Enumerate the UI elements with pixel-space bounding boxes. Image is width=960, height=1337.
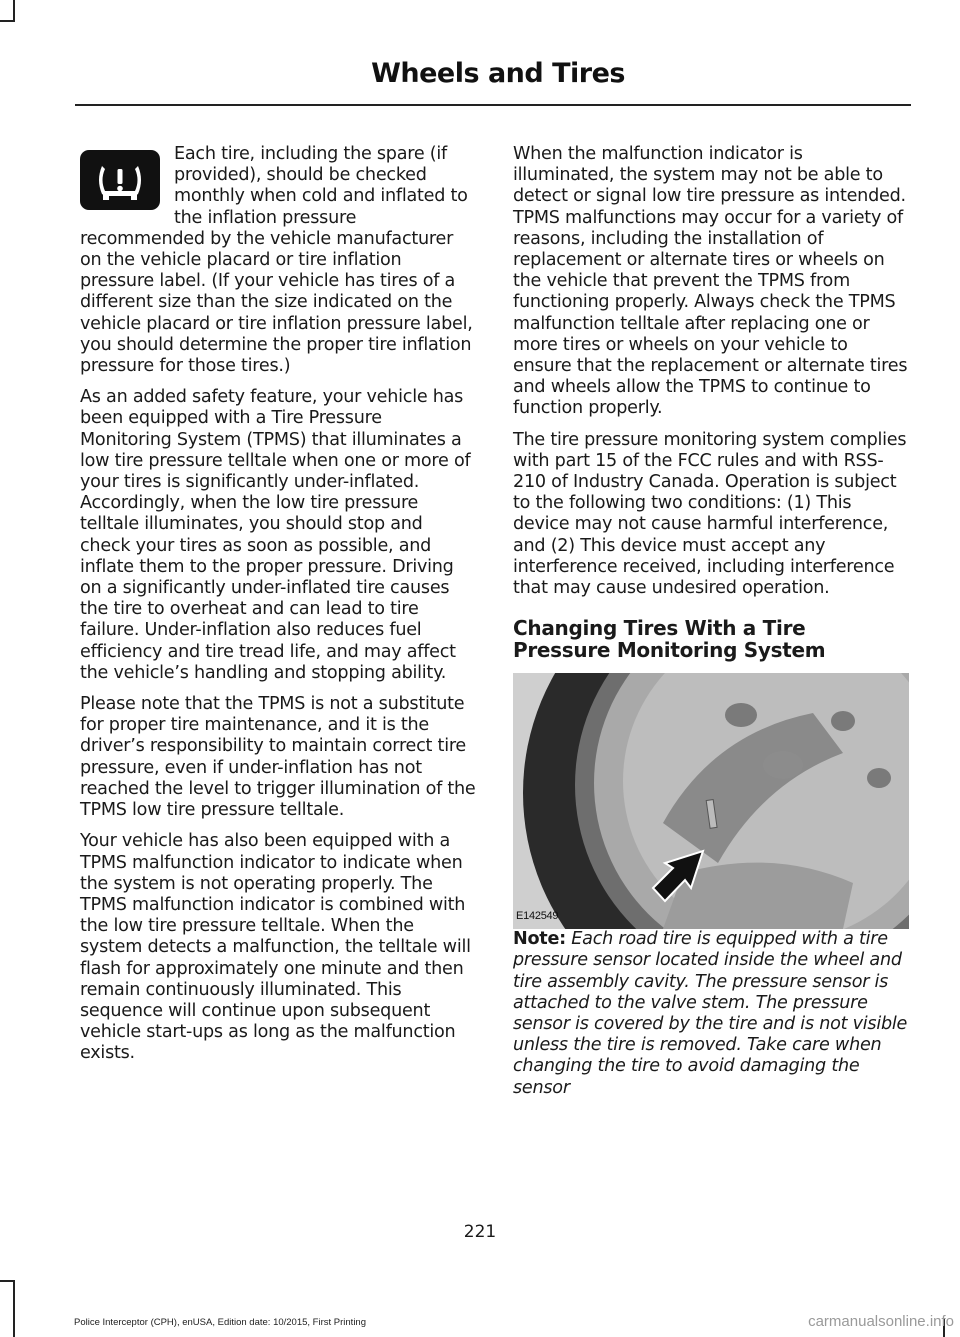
watermark: carmanualsonline.info — [808, 1313, 954, 1330]
page-number: 221 — [463, 1222, 497, 1242]
crop-mark-top-left — [13, 0, 15, 22]
paragraph: Please note that the TPMS is not a substitute for proper tire maintenance, and it is the driver’s responsibility to maintain correct tire pressure, even if under-inflation has not reached the level to trigger illumination of the TPMS low tire pressure telltale. — [80, 694, 476, 821]
paragraph: As an added safety feature, your vehicle has been equipped with a Tire Pressure Monitoring System (TPMS) that illuminates a low tire pressure telltale when one or more of your tires is significantly under-inflated. Accordingly, when the low tire pressure telltale illuminates, you should stop and check your tires as soon as possible, and inflate them to the proper pressure. Driving on a significantly under-inflated tire causes the tire to overheat and can lead to tire failure. Under-inflation also reduces fuel efficiency and tire tread life, and may affect the vehicle’s handling and stopping ability. — [80, 387, 471, 683]
crop-mark-bottom-left — [13, 1280, 15, 1337]
right-column — [513, 144, 909, 1109]
tire-sensor-illustration — [513, 673, 909, 929]
paragraph: Each tire, including the spare (if provided), should be checked monthly when cold and inflated to the inflation pressure recommended by the vehicle manufacturer on the vehicle placard or tire inflation pressure label. (If your vehicle has tires of a different size than the size indicated on the vehicle placard or tire inflation pressure label, you should determine the proper tire inflation pressure for those tires.) — [80, 144, 473, 377]
figure-code: E142549 — [516, 910, 559, 923]
crop-mark-bottom-left-h — [0, 1280, 15, 1282]
section-heading: Changing Tires With a Tire Pressure Monitoring System — [513, 616, 826, 663]
footer-edition-info: Police Interceptor (CPH), enUSA, Edition date: 10/2015, First Printing — [74, 1317, 366, 1328]
note-label: Note: — [513, 929, 566, 950]
left-column — [80, 144, 476, 1075]
page-title: Wheels and Tires — [371, 58, 625, 89]
note — [513, 929, 909, 1099]
crop-mark-top-left-h — [0, 20, 15, 22]
paragraph: The tire pressure monitoring system complies with part 15 of the FCC rules and with RSS-210 of Industry Canada. Operation is subject to the following two conditions: (1) This device may not cause harmful interference, and (2) This device must accept any interference received, including interference that may cause undesired operation. — [513, 429, 907, 599]
header-divider — [75, 104, 911, 106]
paragraph: When the malfunction indicator is illuminated, the system may not be able to detect or signal low tire pressure as intended. TPMS malfunctions may occur for a variety of reasons, including the installation of replacement or alternate tires or wheels on the vehicle that prevent the TPMS from functioning properly. Always check the TPMS malfunction telltale after replacing one or more tires or wheels on your vehicle to ensure that the replacement or alternate tires and wheels allow the TPMS to continue to function properly. — [513, 144, 908, 419]
tire-pressure-warning-icon — [80, 150, 160, 210]
note-text: Each road tire is equipped with a tire pressure sensor located inside the wheel and tire assembly cavity. The pressure sensor is attached to the valve stem. The pressure sensor is covered by the tire and is not visible unless the tire is removed. Take care when changing the tire to avoid damaging the sensor — [513, 929, 908, 1098]
paragraph: Your vehicle has also been equipped with a TPMS malfunction indicator to indicate when the system is not operating properly. The TPMS malfunction indicator is combined with the low tire pressure telltale. When the system detects a malfunction, the telltale will flash for approximately one minute and then remain continuously illuminated. This sequence will continue upon subsequent vehicle start-ups as long as the malfunction exists. — [80, 831, 471, 1064]
